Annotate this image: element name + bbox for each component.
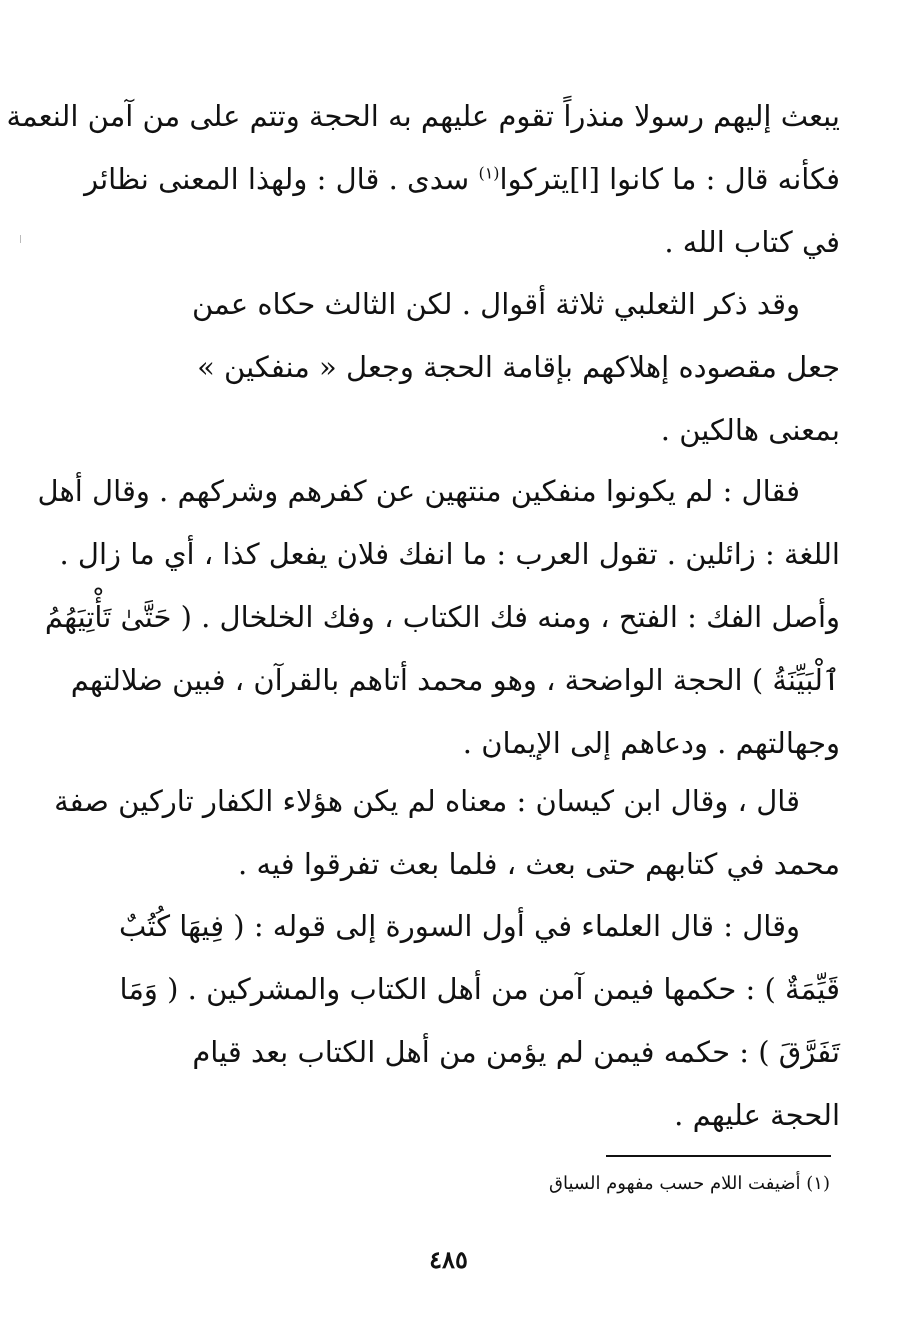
paragraph-2-line-1: وقد ذكر الثعلبي ثلاثة أقوال . لكن الثالث حكاه عمن: [191, 287, 800, 321]
paragraph-3: [37, 460, 840, 775]
paragraph-1: [6, 85, 840, 274]
paragraph-5-line-3: تَفَرَّقَ ) : حكمه فيمن لم يؤمن من أهل الكتاب بعد قيام: [192, 1035, 840, 1069]
paragraph-1-line-1: يبعث إليهم رسولا منذراً تقوم عليهم به الحجة وتتم على من آمن النعمة: [6, 99, 840, 133]
footnote-marker: (١): [478, 163, 500, 183]
paragraph-5-line-1: وقال : قال العلماء في أول السورة إلى قوله : ( فِيهَا كُتُبٌ: [119, 909, 800, 943]
paragraph-1-line-3: في كتاب الله .: [664, 225, 840, 259]
paragraph-1-line-2: [84, 148, 840, 211]
paragraph-1-line-2-end: سدى . قال : ولهذا المعنى نظائر: [84, 162, 470, 196]
paragraph-3-line-4: ٱلْبَيِّنَةُ ) الحجة الواضحة ، وهو محمد أتاهم بالقرآن ، فبين ضلالتهم: [70, 663, 840, 697]
paragraph-4-line-2: محمد في كتابهم حتى بعث ، فلما بعث تفرقوا فيه .: [238, 847, 840, 881]
paragraph-3-line-1: فقال : لم يكونوا منفكين منتهين عن كفرهم وشركهم . وقال أهل: [37, 474, 800, 508]
footnote-divider: [606, 1155, 831, 1157]
scan-margin-mark: [20, 235, 21, 243]
paragraph-5: [100, 895, 840, 1147]
paragraph-3-line-3: وأصل الفك : الفتح ، ومنه فك الكتاب ، وفك الخلخال . ( حَتَّىٰ تَأْتِيَهُمُ: [44, 600, 840, 634]
paragraph-5-line-2: قَيِّمَةٌ ) : حكمها فيمن آمن من أهل الكتاب والمشركين . ( وَمَا: [119, 972, 840, 1006]
paragraph-2: [100, 273, 840, 462]
paragraph-3-line-5: وجهالتهم . ودعاهم إلى الإيمان .: [462, 726, 840, 760]
paragraph-2-line-2: جعل مقصوده إهلاكهم بإقامة الحجة وجعل « منفكين »: [197, 350, 840, 384]
footnote-text: (١) أضيفت اللام حسب مفهوم السياق: [549, 1173, 830, 1194]
paragraph-5-line-4: الحجة عليهم .: [674, 1098, 840, 1132]
page-number: ٤٨٥: [429, 1245, 468, 1274]
paragraph-1-line-2-start: فكأنه قال : ما كانوا [ا]يتركوا: [499, 162, 840, 196]
paragraph-4: [54, 770, 840, 896]
paragraph-2-line-3: بمعنى هالكين .: [660, 413, 840, 447]
paragraph-3-line-2: اللغة : زائلين . تقول العرب : ما انفك فلان يفعل كذا ، أي ما زال .: [59, 537, 840, 571]
paragraph-4-line-1: قال ، وقال ابن كيسان : معناه لم يكن هؤلاء الكفار تاركين صفة: [54, 784, 800, 818]
